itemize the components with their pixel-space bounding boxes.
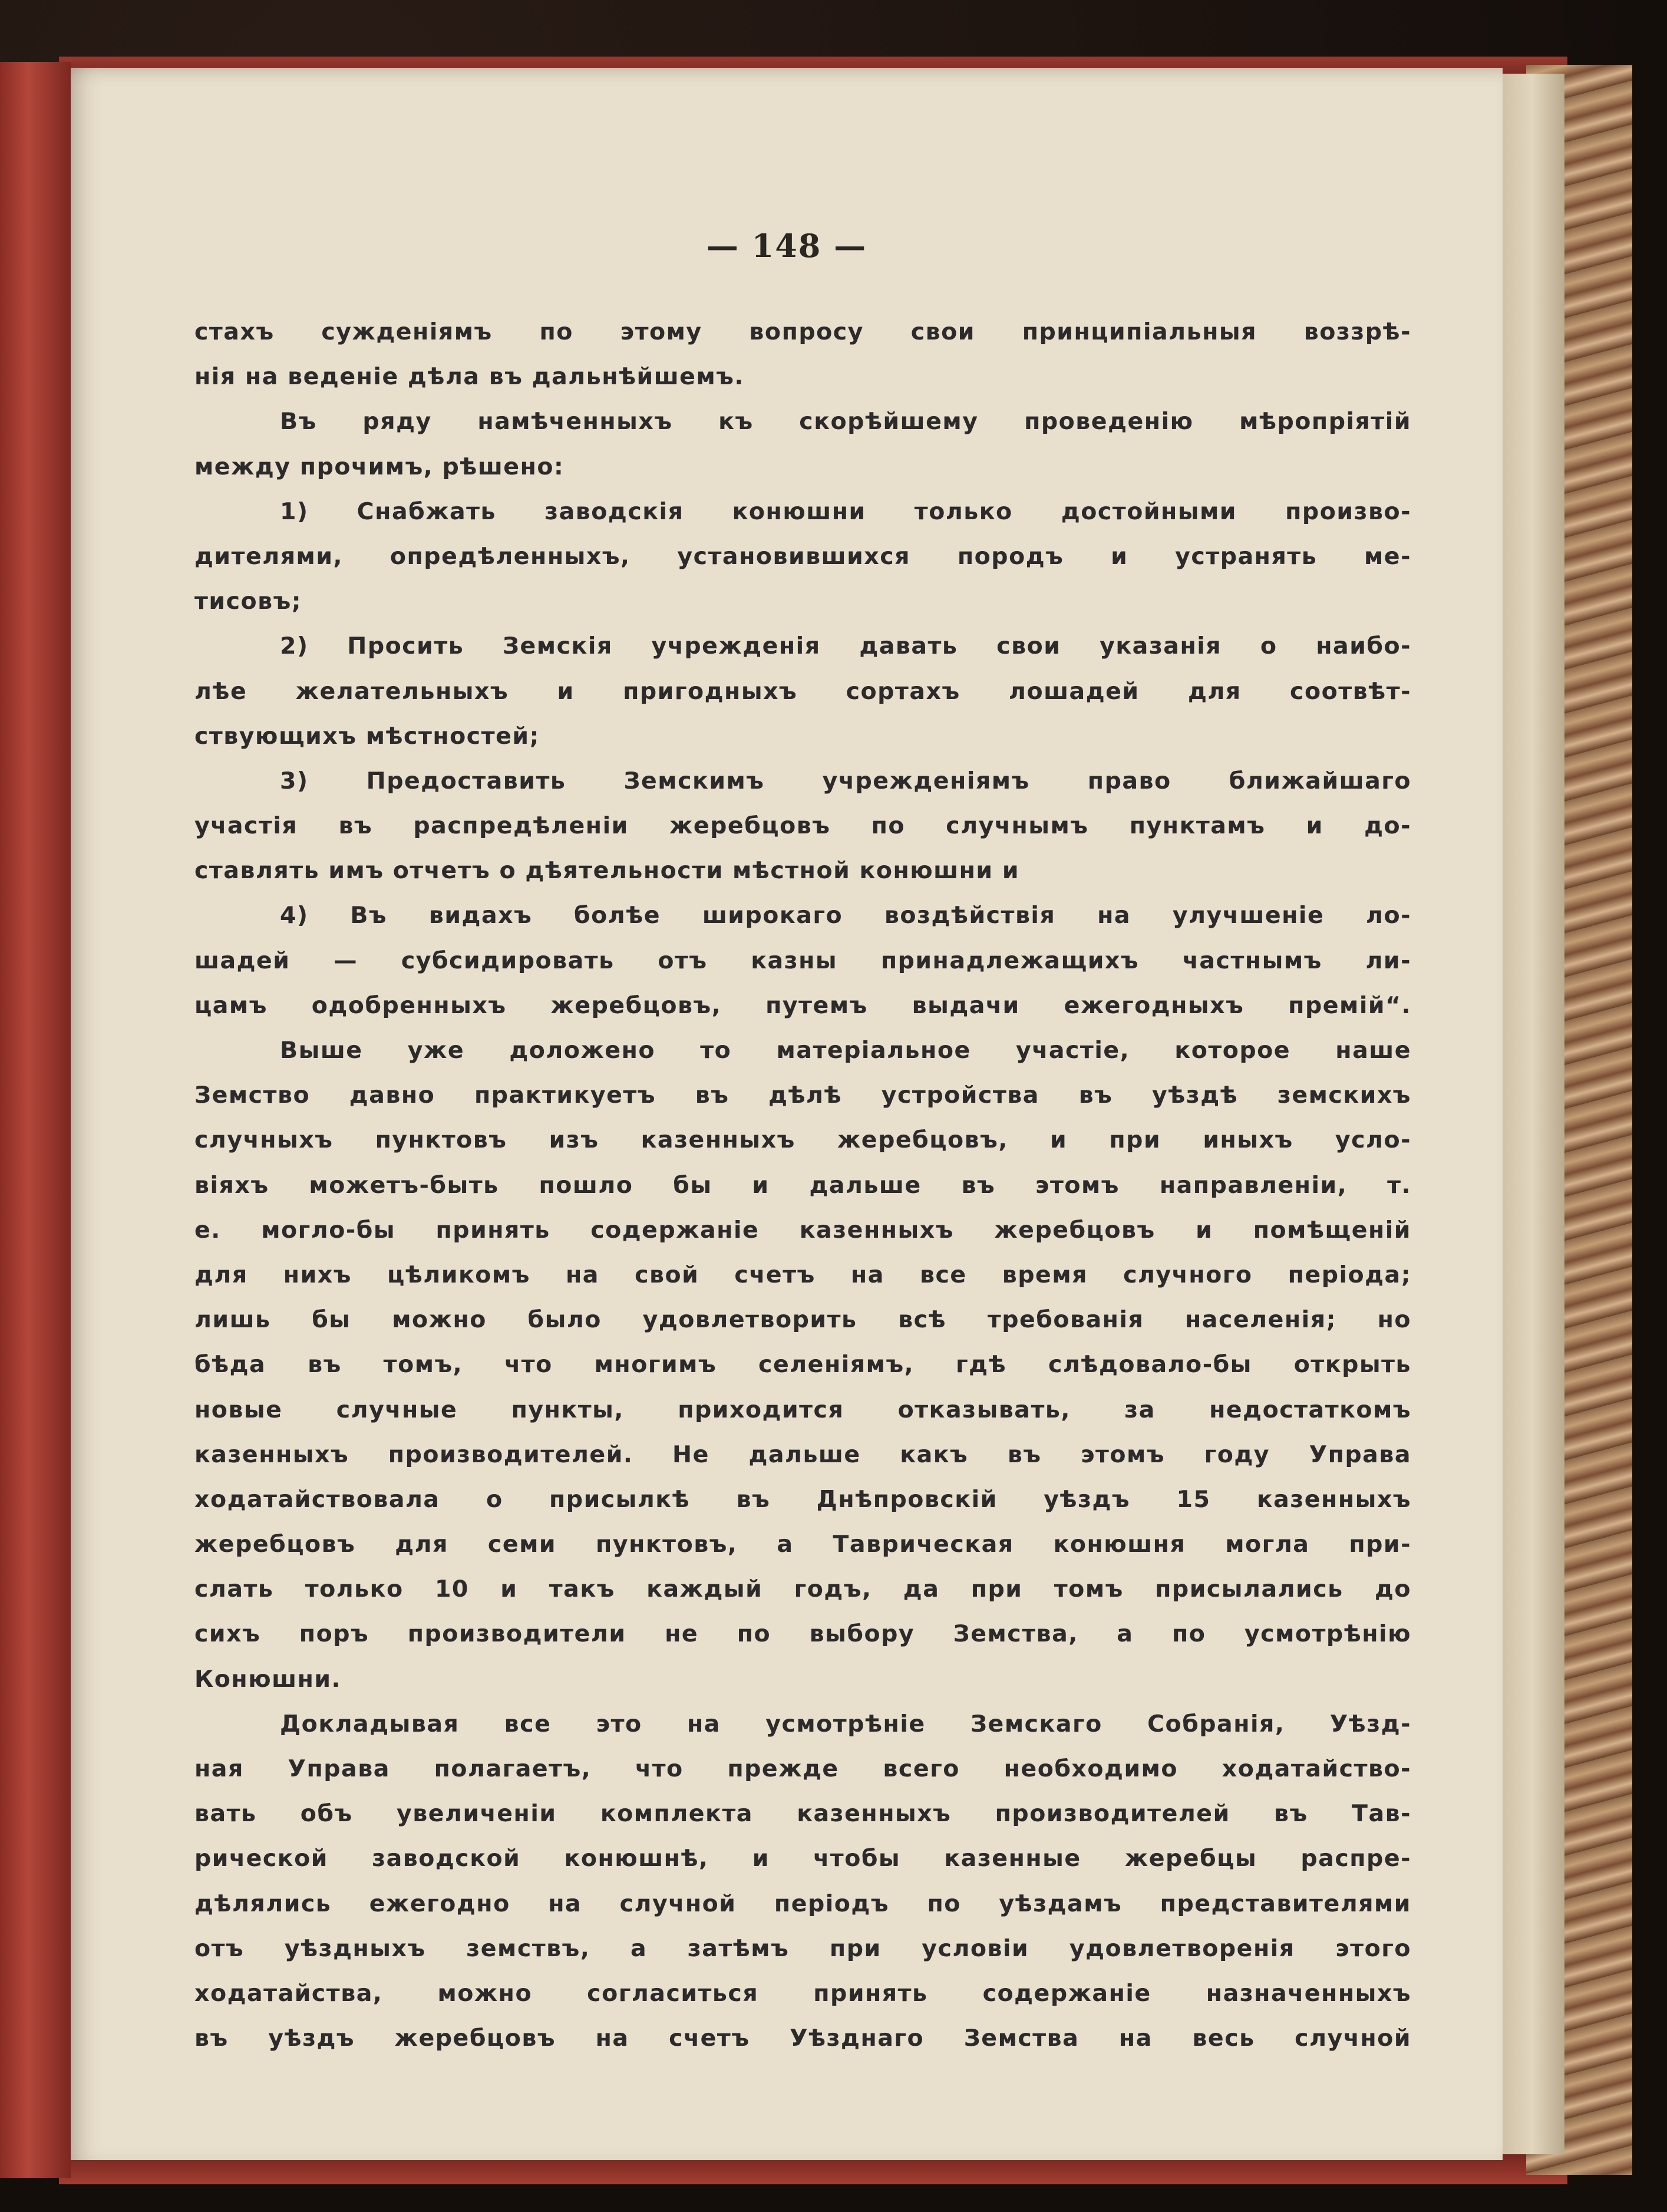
text-line: въ уѣздъ жеребцовъ на счетъ Уѣзднаго Земства на весь случной xyxy=(194,2025,1411,2052)
book-cover-left-edge xyxy=(0,62,71,2178)
text-line: цамъ одобренныхъ жеребцовъ, путемъ выдачи ежегодныхъ премій“. xyxy=(194,991,1411,1019)
text-line: стахъ сужденіямъ по этому вопросу свои принципіальныя воззрѣ- xyxy=(194,318,1411,345)
text-line: лѣе желательныхъ и пригодныхъ сортахъ лошадей для соотвѣт- xyxy=(194,677,1411,705)
text-line: ная Управа полагаетъ, что прежде всего необходимо ходатайство- xyxy=(194,1755,1411,1782)
text-line: сихъ поръ производители не по выбору Земства, а по усмотрѣнію xyxy=(194,1620,1411,1648)
text-line: отъ уѣздныхъ земствъ, а затѣмъ при условіи удовлетворенія этого xyxy=(194,1934,1411,1962)
text-line: ходатайства, можно согласиться принять содержаніе назначенныхъ xyxy=(194,1979,1411,2007)
page-text xyxy=(194,309,1411,2061)
text-line: Докладывая все это на усмотрѣніе Земскаго Собранія, Уѣзд- xyxy=(280,1710,1411,1738)
text-line: новые случные пункты, приходится отказывать, за недостаткомъ xyxy=(194,1396,1411,1423)
text-line: казенныхъ производителей. Не дальше какъ въ этомъ году Управа xyxy=(194,1440,1411,1468)
text-line: е. могло-бы принять содержаніе казенныхъ жеребцовъ и помѣщеній xyxy=(194,1216,1411,1244)
text-line: жеребцовъ для семи пунктовъ, а Таврическая конюшня могла при- xyxy=(194,1531,1411,1558)
text-line: тисовъ; xyxy=(194,588,302,615)
book-page xyxy=(71,68,1503,2160)
text-line: рической заводской конюшнѣ, и чтобы казенные жеребцы распре- xyxy=(194,1845,1411,1873)
text-line: Въ ряду намѣченныхъ къ скорѣйшему проведенію мѣропріятій xyxy=(280,408,1411,436)
text-line: Земство давно практикуетъ въ дѣлѣ устройства въ уѣздѣ земскихъ xyxy=(194,1082,1411,1109)
text-line: Выше уже доложено то матеріальное участіе, которое наше xyxy=(280,1037,1411,1064)
text-line: слать только 10 и такъ каждый годъ, да при томъ присылались до xyxy=(194,1575,1411,1603)
page-stack-edge xyxy=(1500,74,1564,2154)
text-line: дѣлялись ежегодно на случной періодъ по уѣздамъ представителями xyxy=(194,1890,1411,1917)
text-line: ходатайствовала о присылкѣ въ Днѣпровскій уѣздъ 15 казенныхъ xyxy=(194,1485,1411,1513)
text-line: для нихъ цѣликомъ на свой счетъ на все время случного періода; xyxy=(194,1261,1411,1288)
text-line: вать объ увеличеніи комплекта казенныхъ производителей въ Тав- xyxy=(194,1800,1411,1828)
text-line: участія въ распредѣленіи жеребцовъ по случнымъ пунктамъ и до- xyxy=(194,812,1411,840)
text-line: 2) Просить Земскія учрежденія давать свои указанія о наибо- xyxy=(280,632,1411,660)
text-line: лишь бы можно было удовлетворить всѣ требованія населенія; но xyxy=(194,1306,1411,1334)
text-line: віяхъ можетъ-быть пошло бы и дальше въ этомъ направленіи, т. xyxy=(194,1171,1411,1199)
text-line: бѣда въ томъ, что многимъ селеніямъ, гдѣ слѣдовало-бы открыть xyxy=(194,1351,1411,1379)
page-number: — 148 — xyxy=(706,227,867,265)
text-line: ствующихъ мѣстностей; xyxy=(194,722,540,750)
text-line: ставлять имъ отчетъ о дѣятельности мѣстной конюшни и xyxy=(194,857,1020,885)
text-line: дителями, опредѣленныхъ, установившихся породъ и устранять ме- xyxy=(194,542,1411,570)
text-line: случныхъ пунктовъ изъ казенныхъ жеребцовъ, и при иныхъ усло- xyxy=(194,1126,1411,1154)
text-line: Конюшни. xyxy=(194,1665,342,1693)
text-line: 1) Снабжать заводскія конюшни только достойными произво- xyxy=(280,497,1411,525)
text-line: шадей — субсидировать отъ казны принадлежащихъ частнымъ ли- xyxy=(194,947,1411,974)
text-line: 3) Предоставить Земскимъ учрежденіямъ право ближайшаго xyxy=(280,767,1411,795)
text-line: нія на веденіе дѣла въ дальнѣйшемъ. xyxy=(194,363,744,391)
text-line: 4) Въ видахъ болѣе широкаго воздѣйствія на улучшеніе ло- xyxy=(280,902,1411,929)
text-line: между прочимъ, рѣшено: xyxy=(194,453,565,480)
